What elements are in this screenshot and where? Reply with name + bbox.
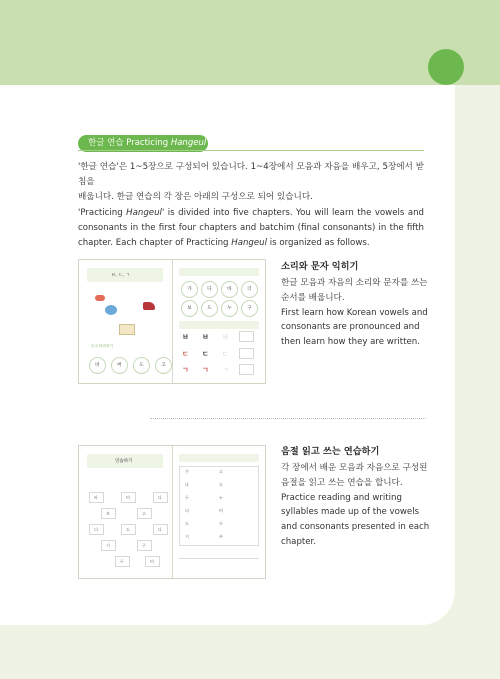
practice-cell: 버	[145, 556, 160, 567]
trace-char: ㄱ	[182, 366, 189, 374]
intro-text	[78, 160, 424, 251]
thumb-circle-left: 버	[111, 357, 128, 374]
intro-en: 'Practicing Hangeul' is divided into five chapters. You will learn the vowels and consonants in the first four chapters and batchim (final consonants) in the fifth chapter. Each chapter of Practicing Hangeul is organized as follows.	[78, 207, 424, 249]
book-thumbnail-syllable-practice	[78, 445, 266, 579]
thumb-circle-right: 보	[181, 300, 198, 317]
page-marker-circle	[428, 49, 464, 85]
grid-char: 고	[219, 469, 223, 474]
practice-cell: 다	[153, 492, 168, 503]
item1-caption	[281, 259, 431, 350]
section-title-ko: 한글 연습	[88, 138, 124, 148]
trace-box	[239, 348, 254, 359]
thumb-circle-right: 더	[241, 281, 258, 298]
book-thumbnail-sound-and-letters	[78, 259, 266, 384]
shoe-illustration	[143, 302, 155, 310]
grid-char: 버	[219, 508, 223, 513]
top-band	[0, 0, 500, 85]
practice-cell: 바	[89, 492, 104, 503]
grid-char: 두	[185, 495, 189, 500]
practice-cell: 보	[101, 508, 116, 519]
trace-char: ㄷ	[182, 350, 189, 358]
section-divider	[150, 418, 426, 419]
trace-char: ㄱ	[222, 366, 229, 374]
grid-char: 누	[219, 495, 223, 500]
intro-ko-line1: '한글 연습'은 1~5장으로 구성되어 있습니다. 1~4장에서 모음과 자음을 배우고, 5장에서 받침을	[78, 162, 424, 188]
thumb-circle-right: 가	[181, 281, 198, 298]
item2-en: Practice reading and writing syllables made up of the vowels and consonants presented in each chapter.	[281, 492, 430, 547]
thumb-right-bar	[179, 454, 259, 462]
thumb-right-bar	[179, 268, 259, 276]
thumb-title: ㅂ, ㄷ, ㄱ	[111, 273, 130, 278]
answer-line	[179, 558, 259, 559]
practice-cell: 거	[101, 540, 116, 551]
mini-label: 듣고 따라하기	[91, 344, 113, 348]
section-title-rule	[78, 150, 424, 151]
item1-ko: 한글 모음과 자음의 소리와 문자를 쓰는 순서를 배웁니다.	[281, 278, 428, 303]
tofu-illustration	[119, 324, 135, 335]
fish-illustration	[105, 305, 117, 315]
thumb-title: 연습하기	[115, 459, 133, 464]
practice-cell: 다	[153, 524, 168, 535]
thumb-circle-right: 누	[221, 300, 238, 317]
trace-char: ㄷ	[202, 350, 209, 358]
thumb-circle-right: 다	[201, 281, 218, 298]
grid-char: 도	[219, 482, 223, 487]
thumb-circle-right: 바	[221, 281, 238, 298]
practice-cell: 두	[115, 556, 130, 567]
practice-cell: 버	[121, 492, 136, 503]
trace-char: ㄷ	[222, 350, 229, 358]
thumb-circle-right: 도	[201, 300, 218, 317]
practice-cell: 도	[121, 524, 136, 535]
grid-char: 두	[219, 521, 223, 526]
grid-char: 거	[185, 534, 189, 539]
intro-ko-line2: 배웁니다. 한글 연습의 각 장은 아래의 구성으로 되어 있습니다.	[78, 192, 313, 203]
section-title-en: Practicing	[126, 138, 171, 148]
practice-cell: 고	[137, 508, 152, 519]
trace-box	[239, 331, 254, 342]
section-title-en-italic: Hangeul	[170, 138, 207, 148]
item1-en: First learn how Korean vowels and consonants are pronounced and then learn how they are written.	[281, 307, 428, 348]
grid-char: 가	[185, 469, 189, 474]
heart-illustration	[95, 295, 105, 301]
grid-char: 다	[185, 482, 189, 487]
grid-char: 더	[185, 508, 189, 513]
trace-char: ㅂ	[222, 333, 229, 341]
trace-char: ㅂ	[202, 333, 209, 341]
thumb-circle-right: 구	[241, 300, 258, 317]
book-spine	[172, 446, 173, 578]
trace-box	[239, 364, 254, 375]
trace-char: ㅂ	[182, 333, 189, 341]
thumb-circle-left: 바	[89, 357, 106, 374]
practice-cell: 구	[137, 540, 152, 551]
thumb-right-bar	[179, 321, 259, 329]
trace-char: ㄱ	[202, 366, 209, 374]
practice-cell: 더	[89, 524, 104, 535]
item2-heading: 음절 읽고 쓰는 연습하기	[281, 446, 380, 457]
thumb-circle-left: 고	[155, 357, 172, 374]
item2-ko: 각 장에서 배운 모음과 자음으로 구성된 음절을 읽고 쓰는 연습을 합니다.	[281, 463, 428, 488]
item2-caption	[281, 444, 431, 550]
item1-heading: 소리와 문자 익히기	[281, 261, 359, 272]
grid-char: 도	[185, 521, 189, 526]
grid-char: 부	[219, 534, 223, 539]
thumb-circle-left: 도	[133, 357, 150, 374]
book-spine	[172, 260, 173, 383]
